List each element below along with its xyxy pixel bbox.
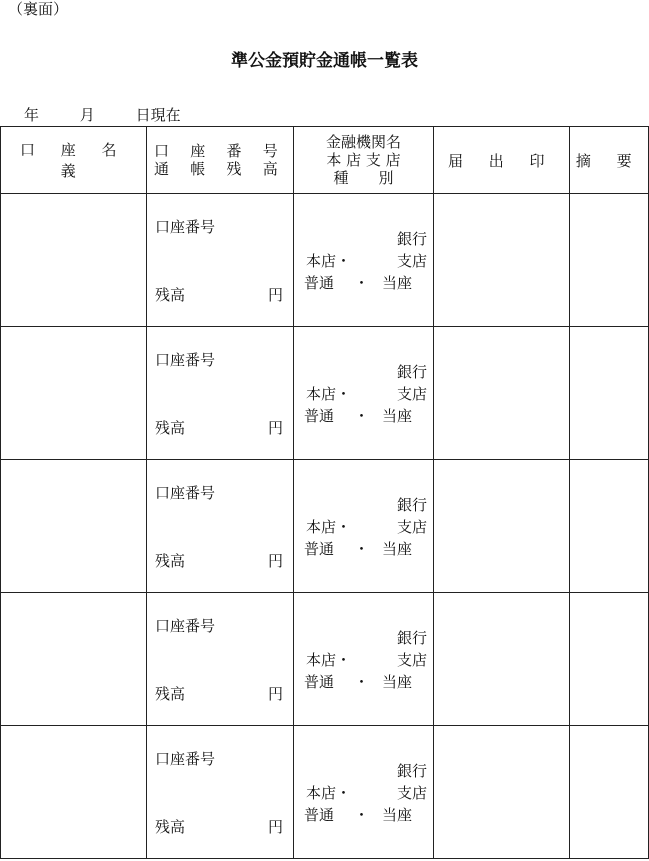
head-office-label: 本店・ [306, 651, 352, 669]
cell-account-name[interactable] [1, 593, 147, 726]
cell-bank[interactable] [294, 726, 434, 859]
cell-account-name[interactable] [1, 460, 147, 593]
separator-dot: ・ [354, 274, 370, 292]
date-line [24, 108, 217, 123]
header-account-number-line2: 通 帳 残 高 [153, 160, 287, 178]
separator-dot: ・ [354, 673, 370, 691]
yen-label: 円 [267, 419, 283, 437]
current-label: 当座 [382, 274, 413, 292]
branch-label: 支店 [396, 385, 427, 403]
ledger-body [1, 194, 649, 859]
bank-label: 銀行 [396, 629, 427, 647]
branch-label: 支店 [396, 518, 427, 536]
ordinary-label: 普通 [304, 806, 335, 824]
cell-account-number[interactable] [147, 194, 294, 327]
balance-label: 残高 [155, 818, 186, 836]
current-label: 当座 [382, 806, 413, 824]
separator-dot: ・ [354, 540, 370, 558]
current-label: 当座 [382, 673, 413, 691]
account-number-label: 口座番号 [155, 484, 216, 502]
branch-label: 支店 [396, 651, 427, 669]
cell-bank[interactable] [294, 194, 434, 327]
cell-account-number[interactable] [147, 327, 294, 460]
head-office-label: 本店・ [306, 784, 352, 802]
page-title: 準公金預貯金通帳一覧表 [231, 51, 418, 71]
header-account-number [147, 127, 294, 194]
account-number-label: 口座番号 [155, 617, 216, 635]
cell-seal[interactable] [434, 593, 570, 726]
ordinary-label: 普通 [304, 540, 335, 558]
table-row [1, 327, 649, 460]
header-bank-line2: 本 店 支 店 [326, 151, 401, 169]
table-row [1, 460, 649, 593]
cell-seal[interactable] [434, 460, 570, 593]
table-row [1, 194, 649, 327]
current-label: 当座 [382, 540, 413, 558]
date-day: 日現在 [135, 106, 181, 124]
current-label: 当座 [382, 407, 413, 425]
header-seal: 届 出 印 [434, 127, 570, 194]
bank-label: 銀行 [396, 496, 427, 514]
balance-label: 残高 [155, 685, 186, 703]
balance-label: 残高 [155, 286, 186, 304]
head-office-label: 本店・ [306, 252, 352, 270]
balance-label: 残高 [155, 552, 186, 570]
cell-account-name[interactable] [1, 726, 147, 859]
header-bank-line1: 金融機関名 [325, 133, 401, 151]
cell-bank[interactable] [294, 460, 434, 593]
cell-seal[interactable] [434, 194, 570, 327]
head-office-label: 本店・ [306, 385, 352, 403]
cell-remarks[interactable] [570, 726, 649, 859]
cell-remarks[interactable] [570, 327, 649, 460]
header-bank-line3: 種 別 [333, 169, 394, 187]
date-year: 年 [24, 106, 40, 124]
cell-bank[interactable] [294, 593, 434, 726]
account-number-label: 口座番号 [155, 750, 216, 768]
ordinary-label: 普通 [304, 673, 335, 691]
yen-label: 円 [267, 818, 283, 836]
branch-label: 支店 [396, 784, 427, 802]
account-ledger-table [0, 126, 649, 859]
header-row [1, 127, 649, 194]
cell-bank[interactable] [294, 327, 434, 460]
bank-label: 銀行 [396, 363, 427, 381]
bank-label: 銀行 [396, 762, 427, 780]
header-remarks: 摘 要 [570, 127, 649, 194]
table-row [1, 726, 649, 859]
account-number-label: 口座番号 [155, 218, 216, 236]
cell-account-name[interactable] [1, 194, 147, 327]
side-label: （裏面） [8, 0, 69, 18]
header-account-number-line1: 口 座 番 号 [153, 142, 287, 160]
cell-seal[interactable] [434, 726, 570, 859]
cell-remarks[interactable] [570, 593, 649, 726]
cell-account-number[interactable] [147, 460, 294, 593]
separator-dot: ・ [354, 407, 370, 425]
balance-label: 残高 [155, 419, 186, 437]
ordinary-label: 普通 [304, 274, 335, 292]
separator-dot: ・ [354, 806, 370, 824]
cell-account-name[interactable] [1, 327, 147, 460]
table-row [1, 593, 649, 726]
yen-label: 円 [267, 552, 283, 570]
date-month: 月 [79, 106, 95, 124]
cell-account-number[interactable] [147, 726, 294, 859]
yen-label: 円 [267, 286, 283, 304]
cell-account-number[interactable] [147, 593, 294, 726]
ordinary-label: 普通 [304, 407, 335, 425]
header-account-name: 口 座 名 義 [1, 127, 147, 194]
cell-seal[interactable] [434, 327, 570, 460]
head-office-label: 本店・ [306, 518, 352, 536]
header-bank [294, 127, 434, 194]
cell-remarks[interactable] [570, 194, 649, 327]
cell-remarks[interactable] [570, 460, 649, 593]
yen-label: 円 [267, 685, 283, 703]
bank-label: 銀行 [396, 230, 427, 248]
account-number-label: 口座番号 [155, 351, 216, 369]
branch-label: 支店 [396, 252, 427, 270]
